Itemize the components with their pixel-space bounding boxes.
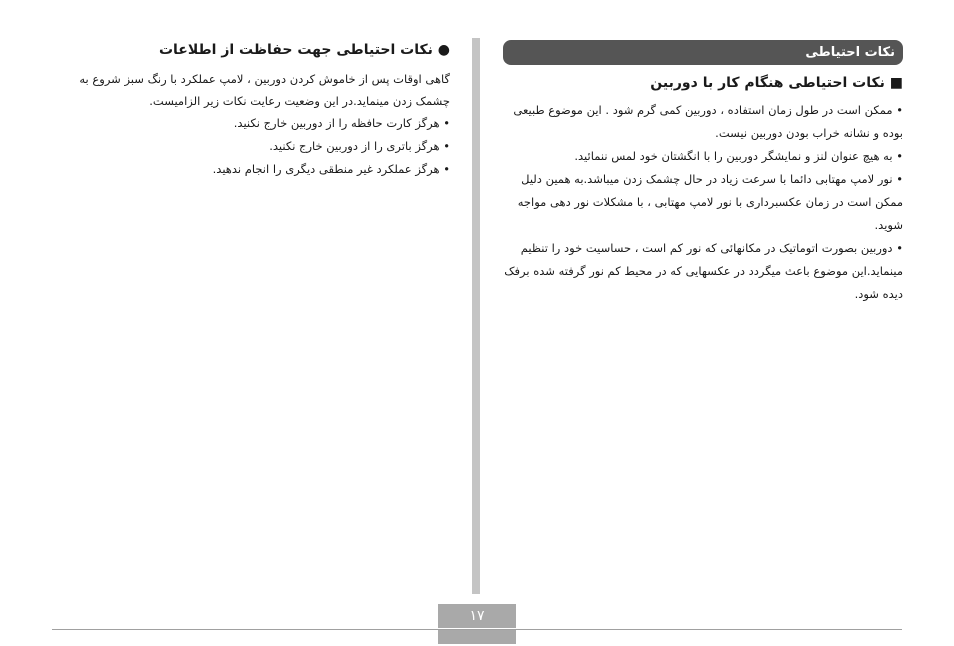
data-protection-heading: ● نکات احتیاطی جهت حفاظت از اطلاعات [158,42,450,58]
paragraph: • دوربین بصورت اتوماتیک در مکانهائی که نور کم است ، حساسیت خود را تنظیم مینماید.این موضوع باعث میگردد در عکسهایی که در محیط کم نور گرفته شده برفک دیده شود. [504,241,903,301]
data-protection-intro: گاهی اوقات پس از خاموش کردن دوربین ، لامپ عملکرد با رنگ سبز شروع به چشمک زدن مینماید.در این وضعیت رعایت نکات زیر الزامیست. [79,72,450,108]
column-divider [472,38,480,594]
paragraph: • ممکن است در طول زمان استفاده ، دوربین کمی گرم شود . این موضوع طبیعی بوده و نشانه خراب بودن دوربین نیست. [513,103,903,140]
data-protection-list [50,112,450,181]
list-item: • هرگز عملکرد غیر منطقی دیگری را انجام ندهید. [212,162,450,176]
paragraph: • به هیچ عنوان لنز و نمایشگر دوربین را با انگشتان خود لمس ننمائید. [574,149,903,163]
section-title-bar: نکات احتیاطی [503,40,903,65]
footer-rule [52,629,902,630]
usage-precautions-heading: ■ نکات احتیاطی هنگام کار با دوربین [650,75,903,91]
page-number: ۱۷ [438,604,516,630]
page-number-badge [438,604,516,644]
list-item: • هرگز باتری را از دوربین خارج نکنید. [269,139,450,153]
left-column [50,38,450,181]
paragraph: • نور لامپ مهتابی دائما با سرعت زیاد در حال چشمک زدن میباشد.به همین دلیل ممکن است در زمان عکسبرداری با نور لامپ مهتابی ، با مشکلات نور دهی مواجه شوید. [517,172,903,232]
right-column [503,40,903,306]
list-item: • هرگز کارت حافظه را از دوربین خارج نکنید. [233,116,450,130]
